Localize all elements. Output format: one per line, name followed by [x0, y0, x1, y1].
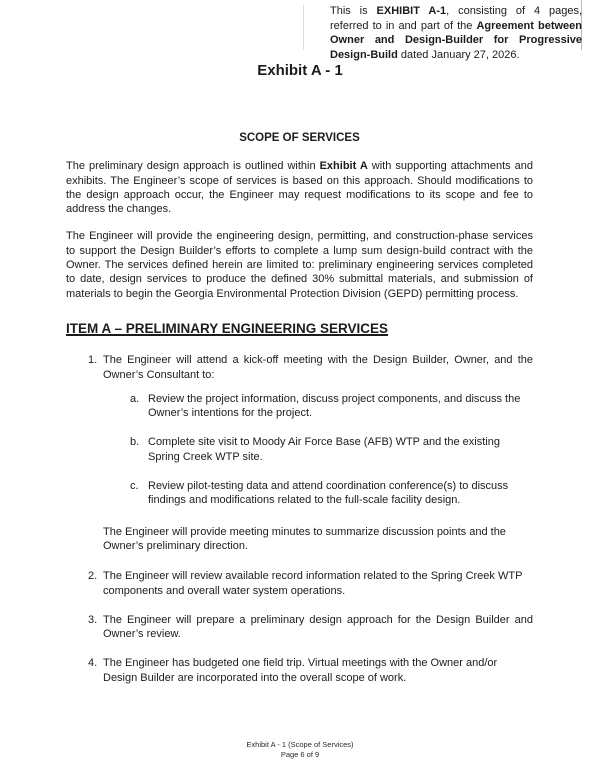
item-a-heading-text: ITEM A – PRELIMINARY ENGINEERING SERVICES	[66, 320, 389, 336]
sub-list-item-letter: c.	[130, 480, 139, 493]
footer-document-name: Exhibit A - 1 (Scope of Services)	[246, 740, 354, 749]
sub-list-item	[66, 435, 523, 464]
sub-list-item-letter: b.	[130, 436, 140, 449]
meeting-minutes-note: The Engineer will provide meeting minutes to summarize discussion points and the Owner’s preliminary direction.	[103, 525, 506, 552]
sub-list-item-text: Complete site visit to Moody Air Force Base (AFB) WTP and the existing Spring Creek WTP site.	[148, 436, 500, 463]
section-heading: SCOPE OF SERVICES	[239, 132, 360, 144]
sub-list-item	[66, 392, 523, 421]
list-item-text: The Engineer has budgeted one field trip. Virtual meetings with the Owner and/or Design Builder are incorporated into the overall scope of work.	[103, 657, 498, 684]
footer-page-number: Page 6 of 9	[280, 749, 320, 759]
exhibit-header-note: This is EXHIBIT A-1, consisting of 4 pages, referred to in and part of the Agreement between Owner and Design-Builder for Progressive Design-Build dated January 27, 2026.	[330, 5, 583, 61]
sub-list-item-letter: a.	[130, 392, 140, 405]
list-item	[66, 353, 533, 382]
list-item	[66, 656, 533, 685]
item-a-heading	[66, 322, 533, 336]
list-item-text: The Engineer will attend a kick-off meeting with the Design Builder, Owner, and the Owner’s Consultant to:	[103, 354, 533, 381]
sub-list-item	[66, 479, 523, 508]
list-item-text: The Engineer will prepare a preliminary design approach for the Design Builder and Owner’s review.	[103, 613, 533, 641]
list-item	[66, 569, 533, 598]
list-item-number: 1.	[88, 354, 98, 367]
list-item	[66, 613, 533, 642]
document-body	[66, 131, 533, 700]
list-item-text: The Engineer will review available record information related to the Spring Creek WTP components and overall water system operations.	[103, 570, 523, 597]
scan-artifact-line	[303, 5, 304, 50]
sub-list-item-text: Review pilot-testing data and attend coordination conference(s) to discuss findings and modifications related to the full-scale facility design.	[148, 480, 509, 507]
list-item-number: 3.	[88, 613, 98, 626]
intro-paragraph-2: The Engineer will provide the engineering design, permitting, and construction-phase services to support the Design Builder’s efforts to complete a lump sum design-build contract with the Owner. The services defined herein are limited to: preliminary engineering services completed to date, design services to produce the defined 30% submittal materials, and submission of materials to begin the Georgia Environmental Protection Division (GEPD) permitting process.	[66, 230, 533, 300]
page-title: Exhibit A - 1	[257, 62, 343, 79]
sub-list-item-text: Review the project information, discuss project components, and discuss the Owner’s intentions for the project.	[148, 392, 521, 420]
page-footer	[0, 740, 600, 759]
list-item-number: 4.	[88, 657, 98, 670]
list-item-number: 2.	[88, 570, 98, 583]
intro-paragraph-1: The preliminary design approach is outlined within Exhibit A with supporting attachments and exhibits. The Engineer’s scope of services is based on this approach. Should modifications to the design approach occur, the Engineer may request modifications to its scope and fee to address the changes.	[66, 160, 533, 216]
